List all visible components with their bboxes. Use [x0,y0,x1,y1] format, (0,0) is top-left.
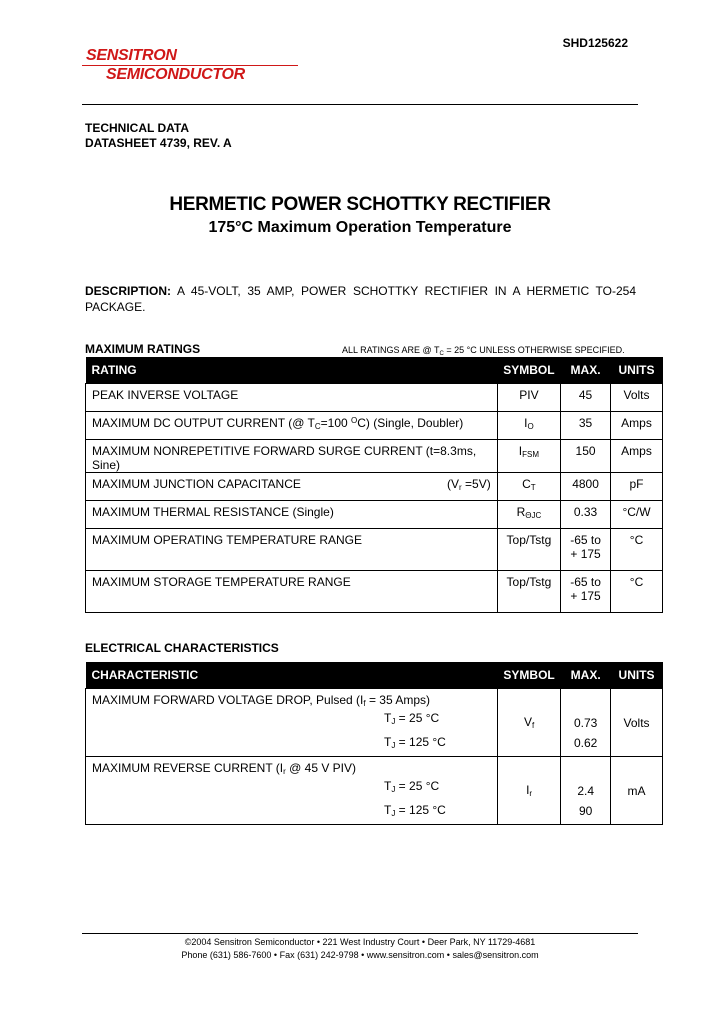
tj-value: = 25 °C [395,711,440,725]
rating-text: MAXIMUM DC OUTPUT CURRENT (@ T [92,416,315,430]
rating-text: MAXIMUM JUNCTION CAPACITANCE [92,477,301,491]
characteristic-cell [86,689,498,757]
header-rule [82,104,638,105]
rating-cell: PEAK INVERSE VOLTAGE [86,384,498,412]
symbol-text: V [523,715,532,729]
technical-data-label: TECHNICAL DATA [85,121,189,135]
char-sub: r [283,767,286,776]
symbol-sub: f [531,721,535,730]
tj-sub: J [391,717,396,726]
tj-value: = 125 °C [395,735,446,749]
logo-sensitron: SENSITRON [86,47,177,64]
symbol-sub: T [530,483,536,492]
char-text: = 35 Amps) [365,693,430,707]
rating-cell: MAXIMUM THERMAL RESISTANCE (Single) [86,501,498,529]
table-header-row [86,662,663,689]
characteristic-cell [86,757,498,825]
units-cell: pF [611,473,663,501]
note-sub: C [439,351,444,357]
col-max: MAX. [561,357,611,384]
footer-contact: Phone (631) 586-7600 • Fax (631) 242-9798 • www.sensitron.com • sales@sensitron.com [181,950,539,960]
logo-semiconductor: SEMICONDUCTOR [106,66,245,83]
symbol-text: R [516,505,526,519]
table-row [86,440,663,473]
table-row [86,384,663,412]
electrical-table [85,662,663,825]
condition-tj [92,708,491,732]
rating-cell: MAXIMUM OPERATING TEMPERATURE RANGE [86,529,498,571]
symbol-sub: r [529,789,533,798]
footer-address: ©2004 Sensitron Semiconductor • 221 West Industry Court • Deer Park, NY 11729-4681 [184,937,536,947]
table-row [86,529,663,571]
table-row [86,473,663,501]
units-cell: Amps [611,412,663,440]
max-line: + 175 [570,589,601,603]
rating-condition [447,477,491,492]
max-ratings-table [85,357,663,613]
max-value: 0.73 [573,716,598,730]
footer-rule [82,933,638,934]
document-id: SHD125622 [562,36,628,50]
cond-text: =5V) [461,477,491,491]
symbol-sub: ΘJC [525,511,542,520]
description [85,283,636,315]
tj-label: T [384,803,392,817]
symbol-cell [497,412,560,440]
condition-tj [92,776,491,800]
symbol-sub: O [527,422,534,431]
symbol-cell: PIV [497,384,560,412]
tj-sub: J [391,741,396,750]
char-text: @ 45 V PIV) [285,761,357,775]
tj-label: T [384,779,392,793]
col-characteristic: CHARACTERISTIC [86,662,498,689]
max-cell [561,529,611,571]
table-row [86,501,663,529]
col-max: MAX. [561,662,611,689]
table-row [86,689,663,757]
units-cell: °C [611,571,663,613]
condition-tj [92,732,491,756]
rating-cell: MAXIMUM STORAGE TEMPERATURE RANGE [86,571,498,613]
units-cell: Volts [611,689,663,757]
max-cell: 45 [561,384,611,412]
tj-value: = 25 °C [395,779,440,793]
symbol-cell [497,689,560,757]
symbol-text: I [524,416,528,430]
max-cell: 150 [561,440,611,473]
page-subtitle: 175°C Maximum Operation Temperature [208,219,512,236]
col-symbol: SYMBOL [497,662,560,689]
col-units: UNITS [611,662,663,689]
col-rating: RATING [86,357,498,384]
symbol-cell: Top/Tstg [497,571,560,613]
rating-text: C) (Single, Doubler) [357,416,464,430]
max-ratings-note [342,345,625,357]
char-sub: f [363,699,366,708]
note-prefix: ALL RATINGS ARE @ T [342,345,440,355]
table-row [86,571,663,613]
units-cell: Amps [611,440,663,473]
datasheet-revision: DATASHEET 4739, REV. A [85,136,232,150]
condition-tj [92,800,491,824]
characteristic-label [92,761,491,776]
max-ratings-heading: MAXIMUM RATINGS [85,342,201,356]
col-symbol: SYMBOL [497,357,560,384]
max-cell [561,689,611,757]
units-cell: °C [611,529,663,571]
symbol-cell [497,501,560,529]
rating-cell [86,412,498,440]
tj-label: T [384,735,392,749]
symbol-cell [497,440,560,473]
tj-value: = 125 °C [395,803,446,817]
cond-text: (V [447,477,460,491]
tj-sub: J [391,809,396,818]
table-row [86,757,663,825]
symbol-text: C [522,477,531,491]
max-cell: 0.33 [561,501,611,529]
max-value: 2.4 [577,784,595,798]
cond-sub: r [459,483,462,492]
symbol-sub: FSM [522,450,540,459]
char-text: MAXIMUM FORWARD VOLTAGE DROP, Pulsed (I [92,693,364,707]
note-suffix: = 25 °C UNLESS OTHERWISE SPECIFIED. [443,345,625,355]
tj-label: T [384,711,392,725]
rating-sub: C [314,422,321,431]
symbol-cell: Top/Tstg [497,529,560,571]
electrical-heading: ELECTRICAL CHARACTERISTICS [85,641,279,655]
rating-cell: MAXIMUM NONREPETITIVE FORWARD SURGE CURRENT (t=8.3ms, Sine) [86,440,498,473]
units-cell: °C/W [611,501,663,529]
col-units: UNITS [611,357,663,384]
max-cell [561,571,611,613]
units-cell: Volts [611,384,663,412]
characteristic-label [92,693,491,708]
char-text: MAXIMUM REVERSE CURRENT (I [92,761,284,775]
max-cell: 4800 [561,473,611,501]
max-value: 0.62 [573,736,598,750]
description-text: A 45-VOLT, 35 AMP, POWER SCHOTTKY RECTIFIER IN A HERMETIC TO-254 PACKAGE. [85,284,637,314]
rating-cell [86,473,498,501]
max-cell: 35 [561,412,611,440]
max-cell [561,757,611,825]
units-cell: mA [611,757,663,825]
max-line: + 175 [570,547,601,561]
tj-sub: J [391,785,396,794]
rating-sup: O [351,416,358,425]
page-title: HERMETIC POWER SCHOTTKY RECTIFIER [169,194,551,215]
max-line: -65 to [570,533,601,547]
symbol-text: I [526,783,530,797]
table-header-row [86,357,663,384]
symbol-cell [497,757,560,825]
symbol-text: I [518,444,523,458]
description-label: DESCRIPTION: [85,284,172,298]
table-row [86,412,663,440]
max-value: 90 [578,804,593,818]
rating-text: =100 [320,416,352,430]
symbol-cell [497,473,560,501]
technical-data-block [85,121,232,151]
max-line: -65 to [570,575,601,589]
